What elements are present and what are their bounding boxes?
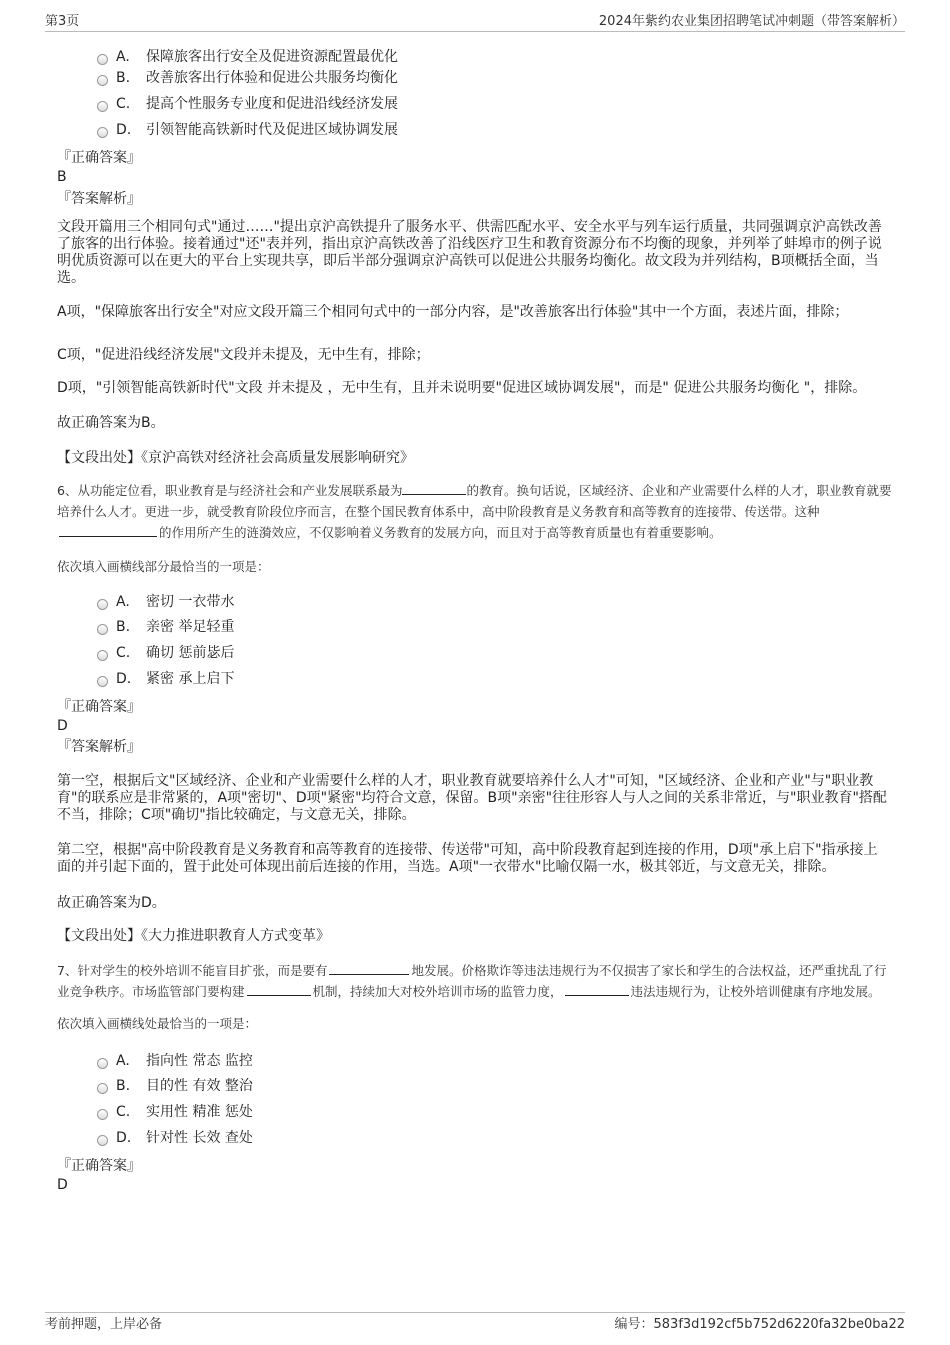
analysis-conclusion: 故正确答案为B。 [57, 415, 165, 431]
radio-icon[interactable] [97, 1135, 108, 1146]
answer-label: 『正确答案』 [57, 150, 141, 166]
radio-icon[interactable] [97, 624, 108, 635]
q7-option-a[interactable]: A. 指向性 常态 监控 [97, 1051, 897, 1071]
radio-icon[interactable] [97, 75, 108, 86]
radio-icon[interactable] [97, 1058, 108, 1069]
radio-icon[interactable] [97, 1109, 108, 1120]
analysis-label: 『答案解析』 [57, 739, 141, 755]
q5-option-c[interactable]: C. 提高个性服务专业度和促进沿线经济发展 [97, 94, 897, 114]
q6-option-d[interactable]: D. 紧密 承上启下 [97, 669, 897, 689]
analysis-paragraph: 第一空，根据后文"区域经济、企业和产业需要什么样的人才，职业教育就要培养什么人才"可知，"区域经济、企业和产业"与"职业教育"的联系应是非常紧的，A项"密切"、D项"紧密"均符合文意，保留。B项"亲密"往往形容人与人之间的关系非常近，与"职业教育"搭配不当，排除；C项"确切"指比较确定，与文意无关，排除。 [57, 773, 887, 823]
radio-icon[interactable] [97, 676, 108, 687]
page-number: 第3页 [45, 14, 80, 29]
radio-icon[interactable] [97, 54, 108, 65]
q7-option-b[interactable]: B. 目的性 有效 整治 [97, 1076, 897, 1096]
analysis-paragraph: C项，"促进沿线经济发展"文段并未提及，无中生有，排除； [57, 347, 430, 363]
q7-prompt: 依次填入画横线处最恰当的一项是： [57, 1016, 258, 1031]
analysis-paragraph: 第二空，根据"高中阶段教育是义务教育和高等教育的连接带、传送带"可知，高中阶段教育起到连接的作用，D项"承上启下"指承接上面的并引起下面的，置于此处可体现出前后连接的作用，当选。A项"一衣带水"比喻仅隔一水，极其邻近，与文意无关，排除。 [57, 842, 878, 875]
radio-icon[interactable] [97, 127, 108, 138]
q6-option-c[interactable]: C. 确切 惩前毖后 [97, 643, 897, 663]
q5-option-b[interactable]: B. 改善旅客出行体验和促进公共服务均衡化 [97, 68, 897, 88]
answer-value: D [57, 1177, 68, 1193]
analysis-paragraph: 文段开篇用三个相同句式"通过……"提出京沪高铁提升了服务水平、供需匹配水平、安全水平与列车运行质量，共同强调京沪高铁改善了旅客的出行体验。接着通过"还"表并列，指出京沪高铁改善了沿线医疗卫生和教育资源分布不均衡的现象，并列举了蚌埠市的例子说明优质资源可以在更大的平台上实现共享，即后半部分强调京沪高铁可以促进公共服务均衡化。故文段为并列结构，B项概括全面，当选。 [57, 219, 882, 286]
analysis-paragraph: A项，"保障旅客出行安全"对应文段开篇三个相同句式中的一部分内容，是"改善旅客出行体验"其中一个方面，表述片面，排除； [57, 304, 849, 320]
radio-icon[interactable] [97, 1083, 108, 1094]
source-citation: 【文段出处】《京沪高铁对经济社会高质量发展影响研究》 [57, 450, 414, 466]
footer-slogan: 考前押题，上岸必备 [45, 1317, 163, 1332]
q6-option-b[interactable]: B. 亲密 举足轻重 [97, 617, 897, 637]
q6-stem: 6、从功能定位看，职业教育是与经济社会和产业发展联系最为 的教育。换句话说，区域经济、企业和产业需要什么样的人才，职业教育就要培养什么人才。更进一步，就受教育阶段位序而言，在整个国民教育体系中，高中阶段教育是义务教育和高等教育的连接带、传送带。这种的作用所产生的涟漪效应，不仅影响着义务教育的发展方向，而且对于高等教育质量也有着重要影响。 [57, 483, 892, 540]
radio-icon[interactable] [97, 650, 108, 661]
source-citation: 【文段出处】《大力推进职教育人方式变革》 [57, 928, 330, 944]
radio-icon[interactable] [97, 599, 108, 610]
document-id: 编号：583f3d192cf5b752d6220fa32be0ba22 [614, 1317, 905, 1332]
header-divider [45, 31, 905, 32]
q6-option-a[interactable]: A. 密切 一衣带水 [97, 592, 897, 612]
analysis-conclusion: 故正确答案为D。 [57, 895, 166, 911]
document-body [57, 47, 897, 1195]
answer-value: B [57, 169, 67, 185]
q5-option-a[interactable]: A. 保障旅客出行安全及促进资源配置最优化 [97, 47, 897, 67]
q7-option-c[interactable]: C. 实用性 精准 惩处 [97, 1102, 897, 1122]
answer-label: 『正确答案』 [57, 1158, 141, 1174]
q7-stem: 7、针对学生的校外培训不能盲目扩张，而是要有 地发展。价格欺诈等违法违规行为不仅损害了家长和学生的合法权益，还严重扰乱了行业竞争秩序。市场监管部门要构建 机制，持续加大对校外培训市场的监管力度， 违法违规行为，让校外培训健康有序地发展。 [57, 963, 887, 999]
analysis-paragraph: D项，"引领智能高铁新时代"文段 并未提及 ，无中生有，且并未说明要"促进区域协调发展"，而是" 促进公共服务均衡化 "，排除。 [57, 380, 867, 396]
analysis-label: 『答案解析』 [57, 191, 141, 207]
q7-option-d[interactable]: D. 针对性 长效 查处 [97, 1128, 897, 1148]
document-title: 2024年紫约农业集团招聘笔试冲刺题（带答案解析） [598, 14, 905, 29]
q5-option-d[interactable]: D. 引领智能高铁新时代及促进区域协调发展 [97, 120, 897, 140]
answer-value: D [57, 718, 68, 734]
q6-prompt: 依次填入画横线部分最恰当的一项是： [57, 559, 270, 574]
answer-label: 『正确答案』 [57, 699, 141, 715]
radio-icon[interactable] [97, 101, 108, 112]
